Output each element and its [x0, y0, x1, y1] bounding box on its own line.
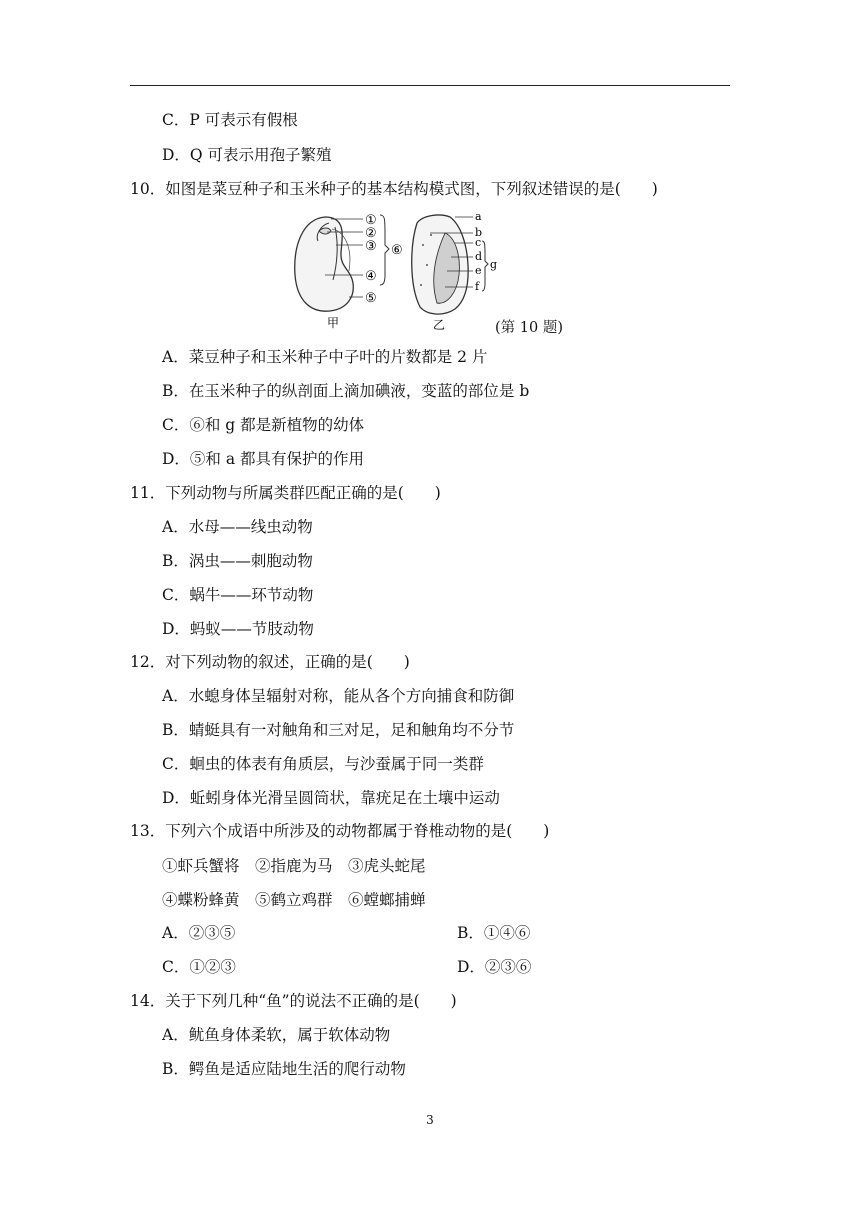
label-circled-6: ⑥	[391, 243, 403, 258]
q12-stem: 12．对下列动物的叙述，正确的是( )	[130, 653, 410, 671]
label-circled-2: ②	[365, 226, 377, 241]
q12-option-a: A．水螅身体呈辐射对称，能从各个方向捕食和防御	[162, 687, 515, 705]
page-number: 3	[426, 1113, 434, 1127]
q10-option-d: D．⑤和 a 都具有保护的作用	[162, 450, 365, 468]
q11-option-c: C．蜗牛——环节动物	[162, 586, 314, 604]
q12-option-b: B．蜻蜓具有一对触角和三对足，足和触角均不分节	[162, 721, 515, 739]
q13-option-d: D．②③⑥	[457, 958, 532, 976]
q12-option-c: C．蛔虫的体表有角质层，与沙蚕属于同一类群	[162, 755, 484, 773]
q10-option-a: A．菜豆种子和玉米种子中子叶的片数都是 2 片	[162, 348, 488, 366]
q14-option-b: B．鳄鱼是适应陆地生活的爬行动物	[162, 1060, 406, 1078]
q10-stem: 10．如图是菜豆种子和玉米种子的基本结构模式图，下列叙述错误的是( )	[130, 180, 658, 198]
q10-option-b: B．在玉米种子的纵剖面上滴加碘液，变蓝的部位是 b	[162, 382, 530, 400]
q14-stem: 14．关于下列几种“鱼”的说法不正确的是( )	[130, 992, 457, 1010]
label-g: g	[490, 258, 498, 271]
q13-option-b: B．①④⑥	[457, 924, 531, 942]
q13-option-a: A．②③⑤	[162, 924, 236, 942]
label-circled-5: ⑤	[365, 291, 377, 306]
q13-option-c: C．①②③	[162, 958, 236, 976]
q11-option-d: D．蚂蚁——节肢动物	[162, 620, 314, 638]
corn-dot	[422, 244, 424, 246]
label-b: b	[475, 226, 483, 239]
label-jia: 甲	[327, 316, 340, 330]
header-rule	[130, 85, 730, 86]
label-f: f	[475, 280, 480, 293]
q9-option-c: C．P 可表示有假根	[162, 111, 298, 129]
label-c: c	[475, 236, 482, 249]
q11-stem: 11．下列动物与所属类群匹配正确的是( )	[130, 484, 441, 502]
bracket-6	[380, 215, 389, 285]
label-d: d	[475, 250, 483, 263]
label-circled-1: ①	[365, 213, 377, 228]
q13-items-line2: ④蝶粉蜂黄 ⑤鹤立鸡群 ⑥螳螂捕蝉	[162, 891, 426, 909]
label-a: a	[475, 210, 482, 223]
q10-option-c: C．⑥和 g 都是新植物的幼体	[162, 416, 365, 434]
corn-dot	[426, 264, 428, 266]
figure-caption: (第 10 题)	[495, 320, 563, 336]
label-circled-3: ③	[365, 239, 377, 254]
q11-option-b: B．涡虫——刺胞动物	[162, 552, 313, 570]
label-circled-4: ④	[365, 269, 377, 284]
q11-option-a: A．水母——线虫动物	[162, 518, 313, 536]
q13-stem: 13．下列六个成语中所涉及的动物都属于脊椎动物的是( )	[130, 822, 550, 840]
bracket-g	[482, 241, 488, 291]
corn-dot	[420, 284, 422, 286]
label-e: e	[475, 264, 482, 277]
q9-option-d: D．Q 可表示用孢子繁殖	[162, 146, 332, 164]
q14-option-a: A．鱿鱼身体柔软，属于软体动物	[162, 1026, 391, 1044]
q13-items-line1: ①虾兵蟹将 ②指鹿为马 ③虎头蛇尾	[162, 857, 426, 875]
q12-option-d: D．蚯蚓身体光滑呈圆筒状，靠疣足在土壤中运动	[162, 789, 500, 807]
label-yi: 乙	[433, 318, 446, 332]
corn-dot	[430, 234, 432, 236]
